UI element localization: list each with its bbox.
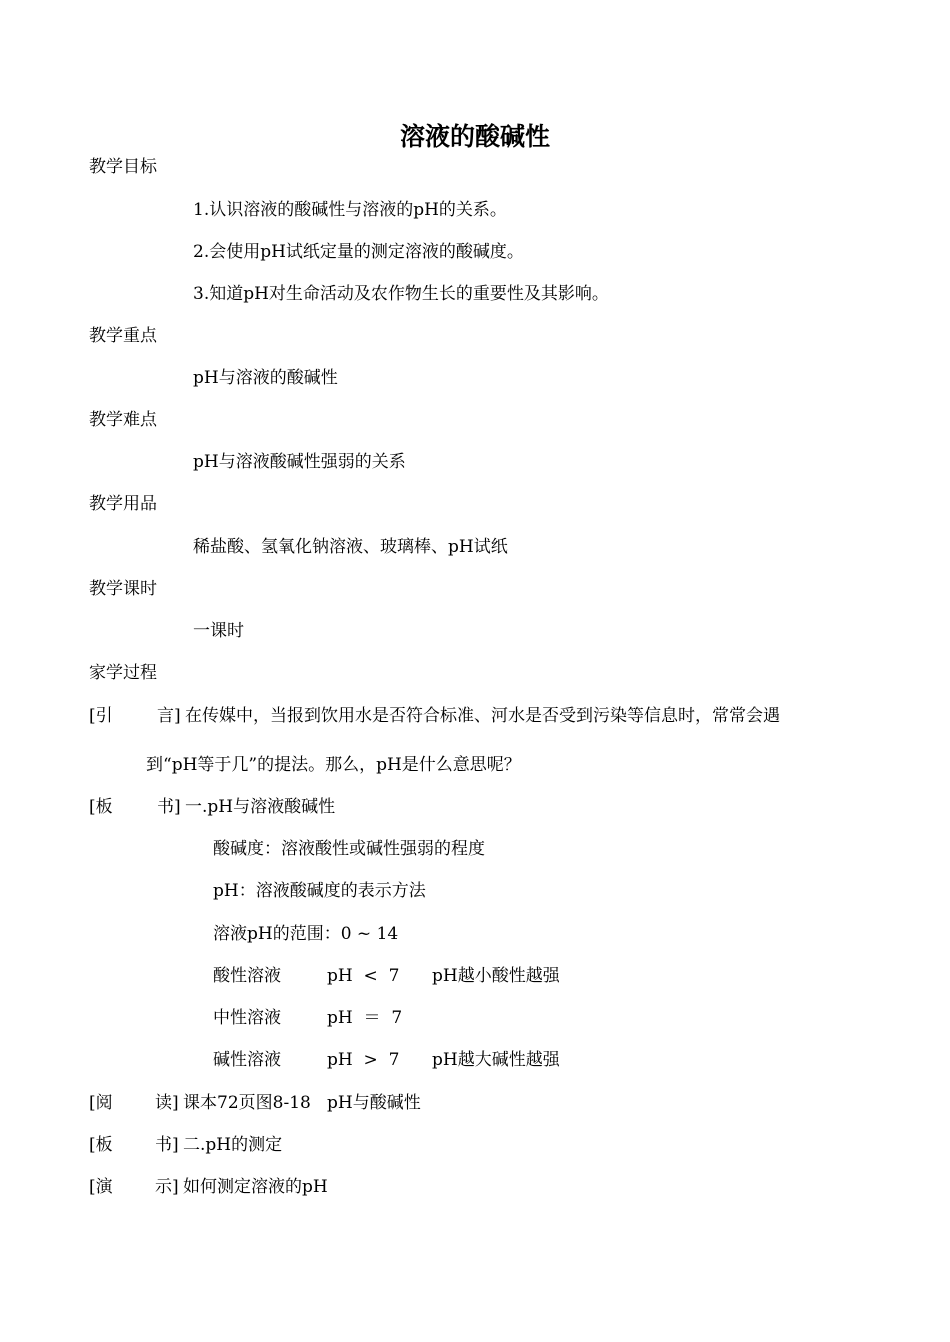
objective-item: 2.会使用pH试纸定量的测定溶液的酸碱度。 — [193, 242, 524, 262]
key-heading: 教学重点 — [89, 326, 157, 346]
objective-item: 3.知道pH对生命活动及农作物生长的重要性及其影响。 — [193, 284, 609, 304]
board2-tag-close: 书] — [155, 1135, 179, 1155]
board1-detail: pH：溶液酸碱度的表示方法 — [213, 881, 426, 901]
difficulty-heading: 教学难点 — [89, 410, 157, 430]
hours-heading: 教学课时 — [89, 579, 157, 599]
reading-tag-open: [阅 — [89, 1093, 113, 1113]
ph-table-kind: 酸性溶液 — [213, 966, 281, 986]
difficulty-text: pH与溶液酸碱性强弱的关系 — [193, 452, 406, 472]
board1-tag-open: [板 — [89, 797, 113, 817]
demo-tag-close: 示] — [155, 1177, 179, 1197]
objectives-heading: 教学目标 — [89, 157, 157, 177]
ph-table-expr: pH > 7 — [327, 1050, 400, 1070]
board2-tag-open: [板 — [89, 1135, 113, 1155]
hours-text: 一课时 — [193, 621, 244, 641]
reading-tag-close: 读] — [155, 1093, 179, 1113]
ph-table-expr: pH < 7 — [327, 966, 400, 986]
intro-tag-close: 言] — [157, 706, 181, 726]
ph-table-note: pH越大碱性越强 — [432, 1050, 560, 1070]
demo-text: 如何测定溶液的pH — [183, 1177, 328, 1197]
demo-tag-open: [演 — [89, 1177, 113, 1197]
board1-detail: 溶液pH的范围：0 ~ 14 — [213, 924, 399, 944]
materials-text: 稀盐酸、氢氧化钠溶液、玻璃棒、pH试纸 — [193, 537, 508, 557]
materials-heading: 教学用品 — [89, 494, 157, 514]
intro-tag-open: [引 — [89, 706, 113, 726]
objective-item: 1.认识溶液的酸碱性与溶液的pH的关系。 — [193, 200, 507, 220]
key-text: pH与溶液的酸碱性 — [193, 368, 338, 388]
board2-text: 二.pH的测定 — [183, 1135, 283, 1155]
ph-table-expr: pH ＝ 7 — [327, 1008, 403, 1028]
board1-text: 一.pH与溶液酸碱性 — [185, 797, 336, 817]
board1-tag-close: 书] — [157, 797, 181, 817]
board1-detail: 酸碱度：溶液酸性或碱性强弱的程度 — [213, 839, 485, 859]
ph-table-kind: 碱性溶液 — [213, 1050, 281, 1070]
ph-table-kind: 中性溶液 — [213, 1008, 281, 1028]
process-heading: 家学过程 — [89, 663, 157, 683]
page-title: 溶液的酸碱性 — [399, 122, 550, 151]
intro-text-line2: 到“pH等于几”的提法。那么，pH是什么意思呢？ — [146, 755, 521, 775]
reading-text: 课本72页图8-18 pH与酸碱性 — [183, 1093, 421, 1113]
ph-table-note: pH越小酸性越强 — [432, 966, 560, 986]
intro-text-line1: 在传媒中，当报到饮用水是否符合标准、河水是否受到污染等信息时，常常会遇 — [185, 706, 780, 726]
